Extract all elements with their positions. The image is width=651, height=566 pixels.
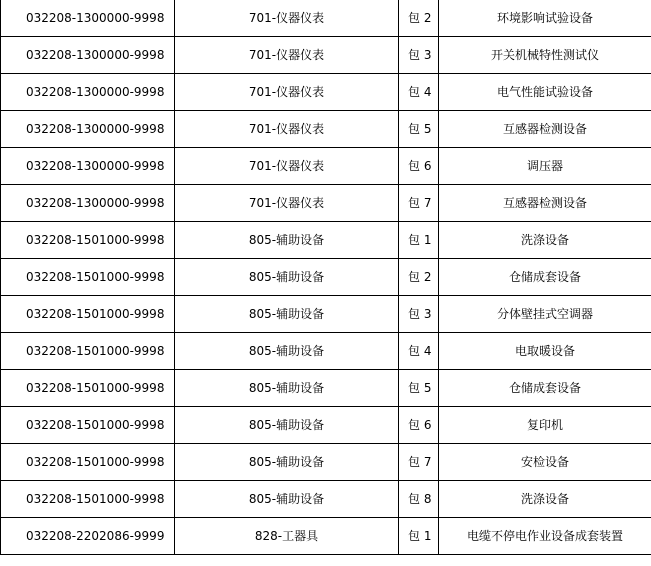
bid-code-cell: 032208-1501000-9998 xyxy=(1,259,175,296)
package-cell: 包 2 xyxy=(399,259,439,296)
bid-code-cell: 032208-1501000-9998 xyxy=(1,444,175,481)
table-row xyxy=(1,259,651,296)
table-row xyxy=(1,74,651,111)
category-cell: 701-仪器仪表 xyxy=(175,148,399,185)
category-cell: 701-仪器仪表 xyxy=(175,0,399,37)
item-name-cell: 洗涤设备 xyxy=(439,222,651,259)
category-cell: 805-辅助设备 xyxy=(175,481,399,518)
table-row xyxy=(1,444,651,481)
table-row xyxy=(1,370,651,407)
table-row xyxy=(1,185,651,222)
category-cell: 805-辅助设备 xyxy=(175,407,399,444)
category-cell: 701-仪器仪表 xyxy=(175,74,399,111)
category-cell: 805-辅助设备 xyxy=(175,296,399,333)
bid-code-cell: 032208-1501000-9998 xyxy=(1,407,175,444)
item-name-cell: 安检设备 xyxy=(439,444,651,481)
item-name-cell: 复印机 xyxy=(439,407,651,444)
package-cell: 包 1 xyxy=(399,222,439,259)
item-name-cell: 电气性能试验设备 xyxy=(439,74,651,111)
category-cell: 805-辅助设备 xyxy=(175,370,399,407)
table-row xyxy=(1,222,651,259)
item-name-cell: 调压器 xyxy=(439,148,651,185)
package-cell: 包 5 xyxy=(399,370,439,407)
package-cell: 包 4 xyxy=(399,333,439,370)
category-cell: 805-辅助设备 xyxy=(175,333,399,370)
bid-code-cell: 032208-1501000-9998 xyxy=(1,333,175,370)
bid-code-cell: 032208-1300000-9998 xyxy=(1,148,175,185)
item-name-cell: 分体壁挂式空调器 xyxy=(439,296,651,333)
table-row xyxy=(1,0,651,37)
package-cell: 包 4 xyxy=(399,74,439,111)
bid-code-cell: 032208-1501000-9998 xyxy=(1,296,175,333)
bid-code-cell: 032208-1300000-9998 xyxy=(1,111,175,148)
category-cell: 805-辅助设备 xyxy=(175,222,399,259)
package-cell: 包 2 xyxy=(399,0,439,37)
bid-code-cell: 032208-2202086-9999 xyxy=(1,518,175,555)
table-row xyxy=(1,111,651,148)
category-cell: 701-仪器仪表 xyxy=(175,185,399,222)
package-cell: 包 3 xyxy=(399,37,439,74)
category-cell: 701-仪器仪表 xyxy=(175,111,399,148)
package-cell: 包 7 xyxy=(399,444,439,481)
package-cell: 包 6 xyxy=(399,148,439,185)
item-name-cell: 环境影响试验设备 xyxy=(439,0,651,37)
bid-code-cell: 032208-1300000-9998 xyxy=(1,74,175,111)
item-name-cell: 电取暖设备 xyxy=(439,333,651,370)
category-cell: 805-辅助设备 xyxy=(175,444,399,481)
bid-code-cell: 032208-1501000-9998 xyxy=(1,222,175,259)
item-name-cell: 开关机械特性测试仪 xyxy=(439,37,651,74)
package-cell: 包 1 xyxy=(399,518,439,555)
package-cell: 包 8 xyxy=(399,481,439,518)
item-name-cell: 电缆不停电作业设备成套装置 xyxy=(439,518,651,555)
item-name-cell: 互感器检测设备 xyxy=(439,185,651,222)
category-cell: 828-工器具 xyxy=(175,518,399,555)
table-row xyxy=(1,37,651,74)
bid-code-cell: 032208-1300000-9998 xyxy=(1,0,175,37)
bid-code-cell: 032208-1501000-9998 xyxy=(1,370,175,407)
category-cell: 805-辅助设备 xyxy=(175,259,399,296)
package-cell: 包 7 xyxy=(399,185,439,222)
item-name-cell: 洗涤设备 xyxy=(439,481,651,518)
table-row xyxy=(1,296,651,333)
package-cell: 包 5 xyxy=(399,111,439,148)
table-row xyxy=(1,518,651,555)
item-name-cell: 互感器检测设备 xyxy=(439,111,651,148)
package-cell: 包 3 xyxy=(399,296,439,333)
table-row xyxy=(1,148,651,185)
table-row xyxy=(1,407,651,444)
bid-code-cell: 032208-1501000-9998 xyxy=(1,481,175,518)
item-name-cell: 仓储成套设备 xyxy=(439,259,651,296)
table-body xyxy=(1,0,651,555)
bid-code-cell: 032208-1300000-9998 xyxy=(1,37,175,74)
table-row xyxy=(1,481,651,518)
item-name-cell: 仓储成套设备 xyxy=(439,370,651,407)
bid-code-cell: 032208-1300000-9998 xyxy=(1,185,175,222)
table-row xyxy=(1,333,651,370)
category-cell: 701-仪器仪表 xyxy=(175,37,399,74)
package-cell: 包 6 xyxy=(399,407,439,444)
